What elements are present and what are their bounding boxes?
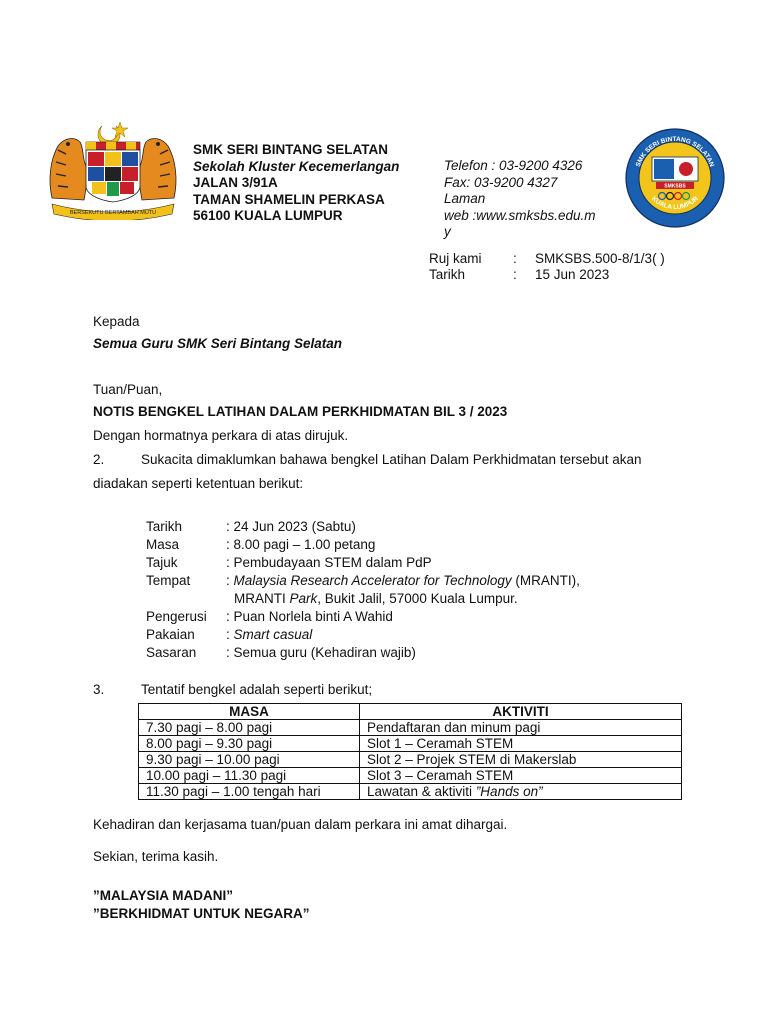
- table-row: [139, 784, 682, 800]
- detail-label: Pengerusi: [146, 609, 207, 624]
- detail-row-time: [146, 536, 580, 554]
- schedule-table: [138, 703, 682, 800]
- para3-number: 3.: [93, 682, 105, 697]
- venue-line2-italic: Park: [289, 591, 318, 606]
- logo-ring-text: SMK SERI BINTANG SELATAN: [634, 135, 716, 168]
- slogan-2: ”BERKHIDMAT UNTUK NEGARA”: [93, 906, 310, 921]
- para3-text: Tentatif bengkel adalah seperti berikut;: [141, 682, 373, 697]
- column-header: MASA: [139, 704, 360, 720]
- school-address-block: [193, 142, 399, 225]
- table-header-row: [139, 704, 682, 720]
- detail-label: Tempat: [146, 573, 191, 588]
- detail-row-date: [146, 518, 580, 536]
- detail-row-chair: [146, 608, 580, 626]
- attire-value: Smart casual: [233, 627, 313, 642]
- detail-colon: :: [226, 627, 234, 642]
- detail-row-attire: [146, 626, 580, 644]
- para2-line1: Sukacita dimaklumkan bahawa bengkel Latihan Dalam Perkhidmatan tersebut akan: [141, 452, 642, 467]
- website: web :www.smksbs.edu.m: [444, 207, 596, 223]
- table-row: [139, 736, 682, 752]
- table-row: [139, 752, 682, 768]
- recipient-to: Kepada: [93, 314, 140, 329]
- detail-row-venue-2: [146, 590, 580, 608]
- salutation: Tuan/Puan,: [93, 382, 163, 397]
- column-header: AKTIVITI: [360, 704, 682, 720]
- ref-colon: :: [513, 251, 517, 266]
- date-colon: :: [513, 267, 517, 282]
- ref-label: Ruj kami: [429, 251, 482, 266]
- fax: Fax: 03-9200 4327: [444, 174, 558, 190]
- venue-line2-b: , Bukit Jalil, 57000 Kuala Lumpur.: [317, 591, 518, 606]
- detail-label: Sasaran: [146, 645, 197, 660]
- recipient-name: Semua Guru SMK Seri Bintang Selatan: [93, 336, 343, 351]
- detail-value: : Puan Norlela binti A Wahid: [226, 609, 393, 624]
- date-value: 15 Jun 2023: [535, 267, 610, 282]
- address-line-1: JALAN 3/91A: [193, 175, 278, 190]
- activity-cell: Slot 3 – Ceramah STEM: [360, 768, 682, 784]
- crest-motto: BERSEKUTU BERTAMBAH MUTU: [69, 210, 157, 216]
- ref-value: SMKSBS.500-8/1/3( ): [535, 251, 665, 266]
- detail-label: Masa: [146, 537, 180, 552]
- coat-of-arms-crest: [44, 120, 182, 220]
- date-label: Tarikh: [429, 267, 466, 282]
- detail-value: : Semua guru (Kehadiran wajib): [226, 645, 416, 660]
- time-cell: 7.30 pagi – 8.00 pagi: [139, 720, 360, 736]
- closing-appreciation: Kehadiran dan kerjasama tuan/puan dalam perkara ini amat dihargai.: [93, 817, 508, 832]
- table-row: [139, 720, 682, 736]
- activity-cell: Slot 1 – Ceramah STEM: [360, 736, 682, 752]
- para2-line2: diadakan seperti ketentuan berikut:: [93, 476, 304, 491]
- intro-paragraph: Dengan hormatnya perkara di atas dirujuk.: [93, 428, 349, 443]
- time-cell: 10.00 pagi – 11.30 pagi: [139, 768, 360, 784]
- detail-colon: :: [226, 573, 234, 588]
- venue-name: Malaysia Research Accelerator for Technology: [233, 573, 512, 588]
- time-cell: 8.00 pagi – 9.30 pagi: [139, 736, 360, 752]
- para2-number: 2.: [93, 452, 105, 467]
- time-cell: 11.30 pagi – 1.00 tengah hari: [139, 784, 360, 800]
- detail-label: Tarikh: [146, 519, 183, 534]
- activity-text: Lawatan & aktiviti: [367, 784, 476, 799]
- logo-banner: SMKSBS: [664, 183, 686, 190]
- school-tagline: Sekolah Kluster Kecemerlangan: [193, 158, 400, 174]
- website-wrap: y: [444, 224, 451, 239]
- venue-line2-a: MRANTI: [234, 591, 290, 606]
- subject-line: NOTIS BENGKEL LATIHAN DALAM PERKHIDMATAN BIL 3 / 2023: [93, 404, 508, 419]
- address-line-3: 56100 KUALA LUMPUR: [193, 208, 343, 223]
- contact-block: [444, 158, 596, 241]
- detail-value: : 8.00 pagi – 1.00 petang: [226, 537, 376, 552]
- detail-row-title: [146, 554, 580, 572]
- web-label: Laman: [444, 191, 486, 206]
- detail-value: : 24 Jun 2023 (Sabtu): [226, 519, 356, 534]
- school-logo: [624, 127, 726, 229]
- logo-bottom-text: KUALA LUMPUR: [650, 195, 700, 212]
- venue-abbrev: (MRANTI),: [511, 573, 580, 588]
- detail-row-target: [146, 644, 580, 662]
- time-cell: 9.30 pagi – 10.00 pagi: [139, 752, 360, 768]
- telephone: Telefon : 03-9200 4326: [444, 158, 583, 173]
- detail-value: : Pembudayaan STEM dalam PdP: [226, 555, 432, 570]
- address-line-2: TAMAN SHAMELIN PERKASA: [193, 191, 385, 207]
- detail-label: Pakaian: [146, 627, 195, 642]
- event-details: [146, 518, 580, 662]
- table-row: [139, 768, 682, 784]
- activity-cell: [360, 784, 682, 800]
- activity-cell: Slot 2 – Projek STEM di Makerslab: [360, 752, 682, 768]
- detail-row-venue: [146, 572, 580, 590]
- detail-label: Tajuk: [146, 555, 178, 570]
- activity-italic: ”Hands on”: [475, 784, 543, 799]
- activity-cell: Pendaftaran dan minum pagi: [360, 720, 682, 736]
- closing-thanks: Sekian, terima kasih.: [93, 849, 219, 864]
- reference-block: [429, 251, 665, 283]
- slogan-1: ”MALAYSIA MADANI”: [93, 888, 234, 903]
- school-name: SMK SERI BINTANG SELATAN: [193, 142, 388, 157]
